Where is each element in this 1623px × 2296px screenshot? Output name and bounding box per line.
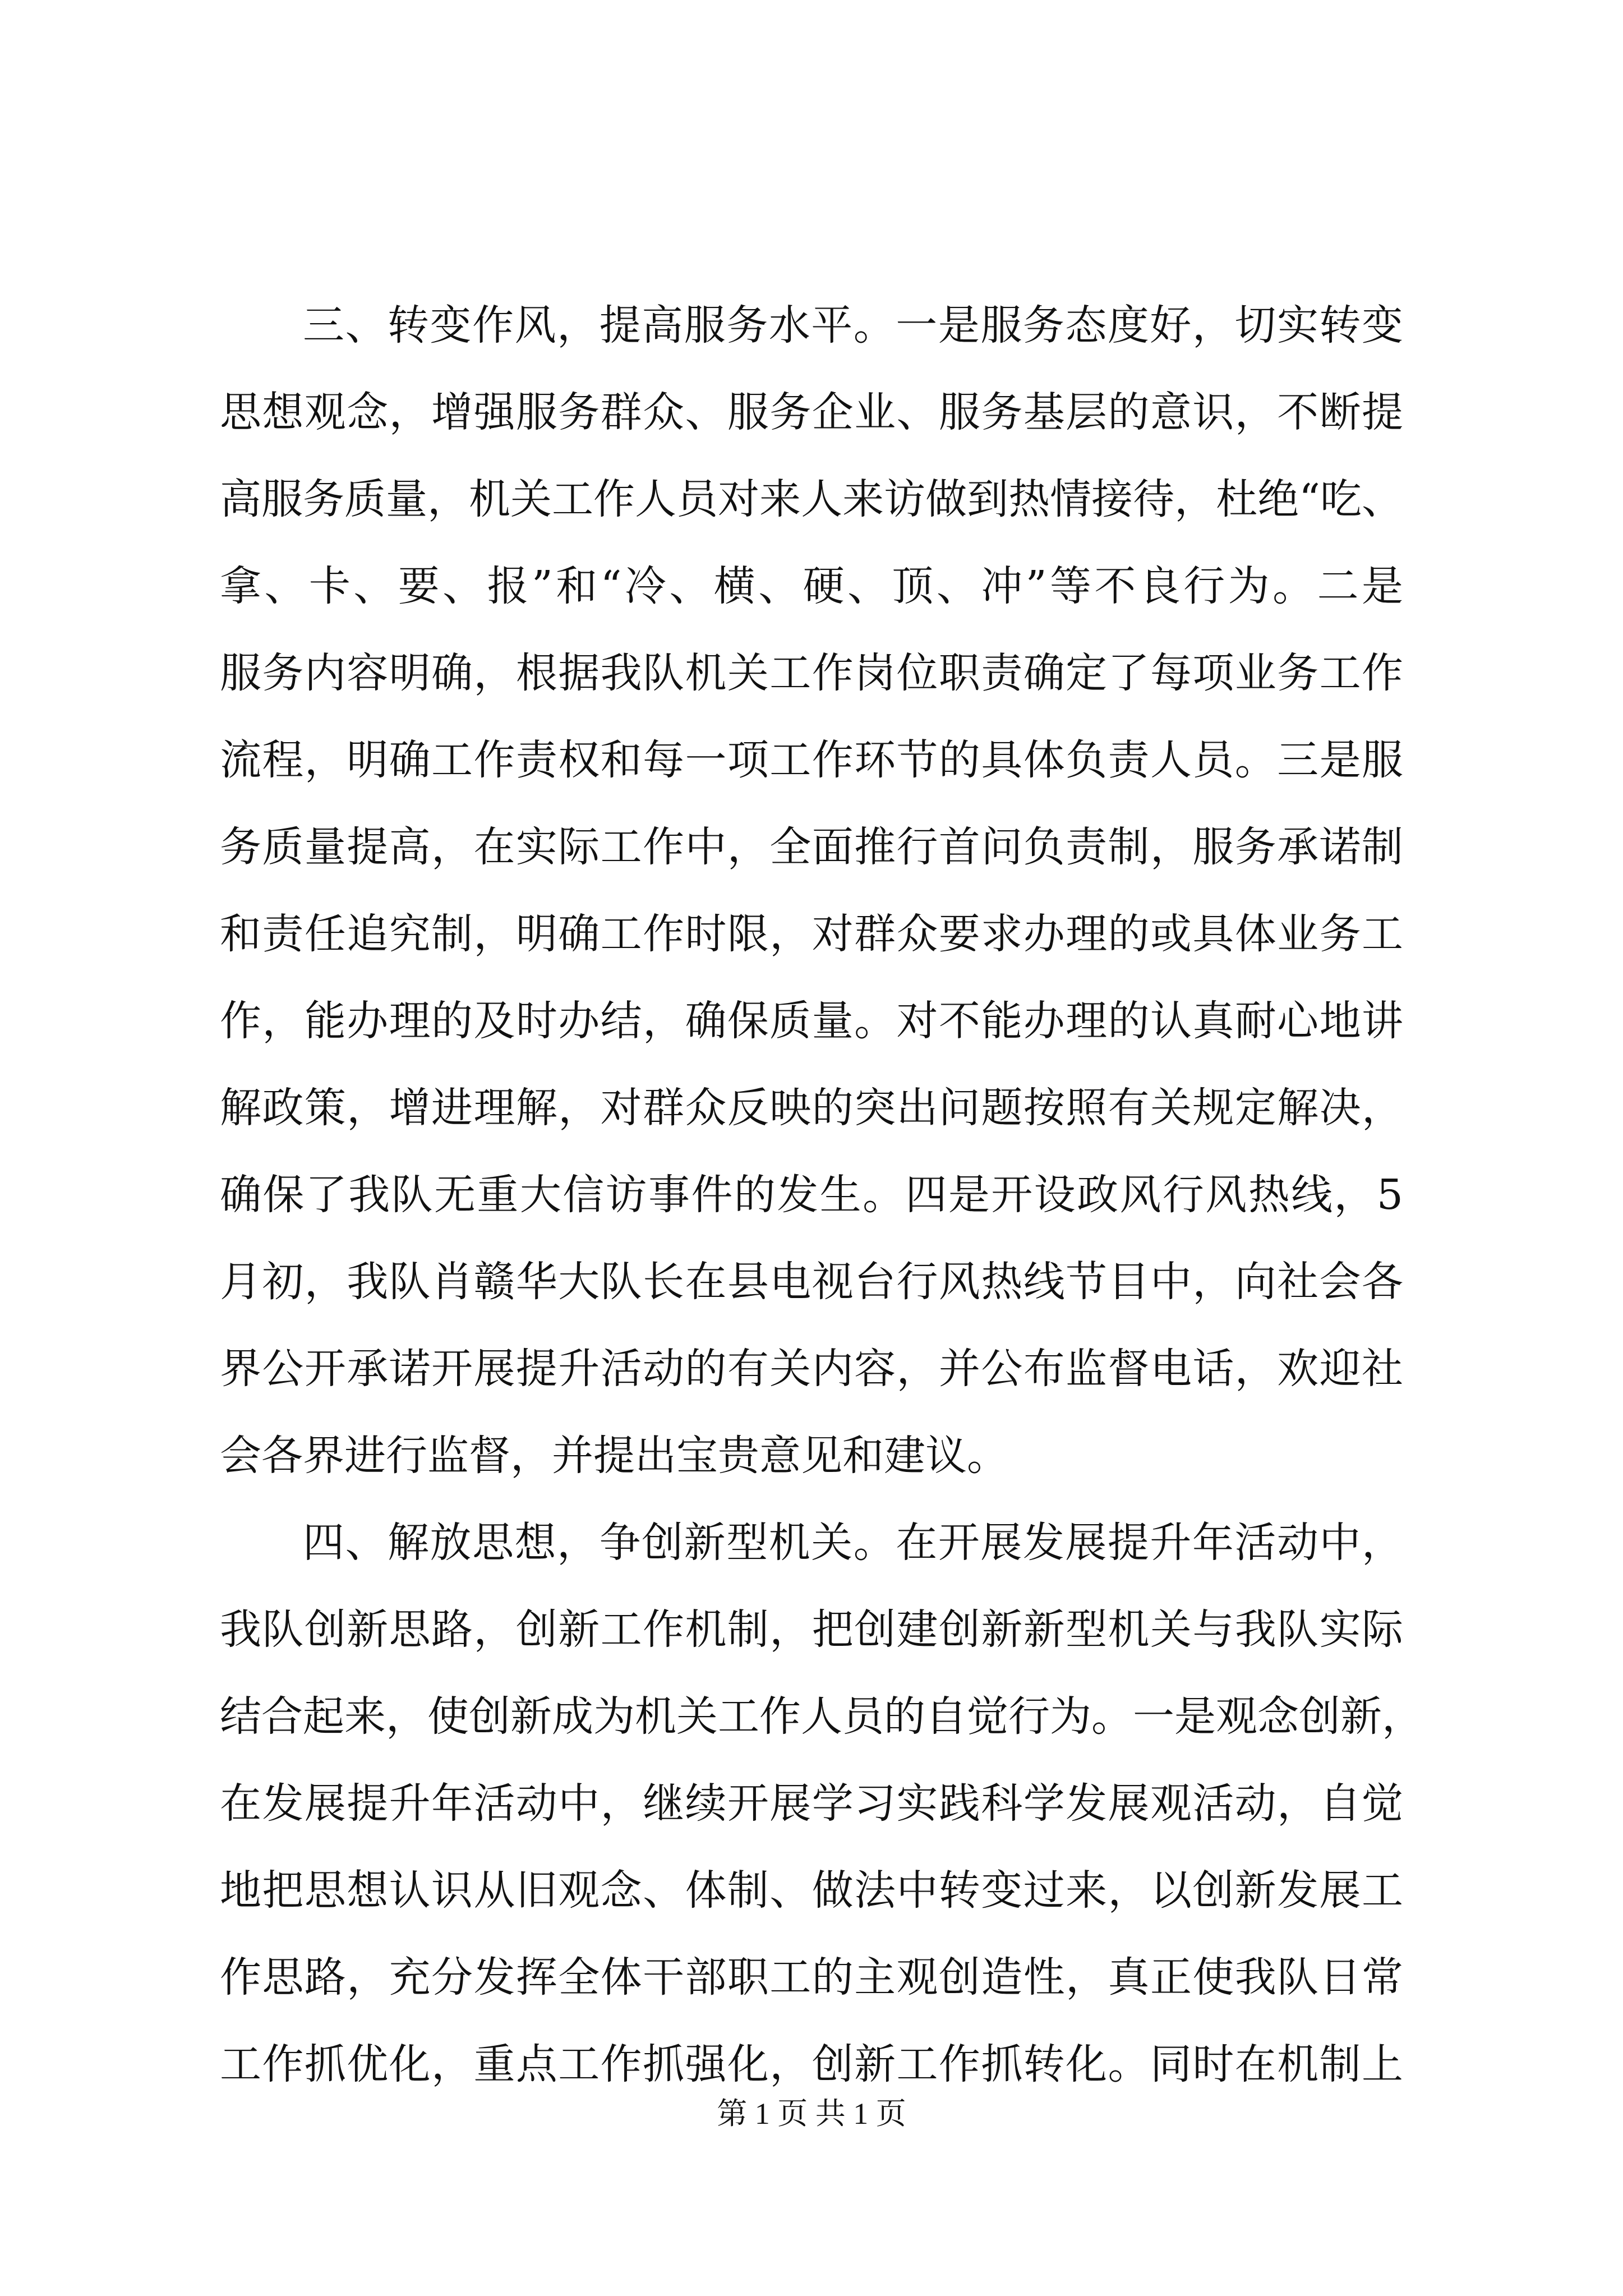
paragraph-3-line-6: 流程，明确工作责权和每一项工作环节的具体负责人员。三是服	[220, 736, 1403, 784]
paragraph-4-line-3: 结合起来，使创新成为机关工作人员的自觉行为。一是观念创新，	[220, 1692, 1423, 1741]
paragraph-4-line-5: 地把思想认识从旧观念、体制、做法中转变过来，以创新发展工	[220, 1866, 1403, 1915]
paragraph-3-line-11: 确保了我队无重大信访事件的发生。四是开设政风行风热线，5	[220, 1171, 1403, 1219]
paragraph-3-line-9: 作，能办理的及时办结，确保质量。对不能办理的认真耐心地讲	[220, 997, 1403, 1045]
paragraph-3-line-13: 界公开承诺开展提升活动的有关内容，并公布监督电话，欢迎社	[220, 1345, 1403, 1393]
paragraph-4-line-6: 作思路，充分发挥全体干部职工的主观创造性，真正使我队日常	[220, 1953, 1403, 2001]
paragraph-3-line-7: 务质量提高，在实际工作中，全面推行首问负责制，服务承诺制	[220, 823, 1403, 871]
paragraph-4-line-4: 在发展提升年活动中，继续开展学习实践科学发展观活动，自觉	[220, 1779, 1403, 1828]
paragraph-3-line-10: 解政策，增进理解，对群众反映的突出问题按照有关规定解决，	[220, 1084, 1403, 1132]
paragraph-4-line-1: 四、解放思想，争创新型机关。在开展发展提升年活动中，	[303, 1519, 1403, 1567]
page-footer: 第 1 页 共 1 页	[717, 2097, 906, 2131]
paragraph-3-line-8: 和责任追究制，明确工作时限，对群众要求办理的或具体业务工	[220, 910, 1403, 958]
paragraph-3-line-14: 会各界进行监督，并提出宝贵意见和建议。	[220, 1432, 1008, 1480]
paragraph-3-line-2: 思想观念，增强服务群众、服务企业、服务基层的意识，不断提	[220, 388, 1403, 436]
paragraph-3-line-5: 服务内容明确，根据我队机关工作岗位职责确定了每项业务工作	[220, 649, 1403, 697]
paragraph-4-line-2: 我队创新思路，创新工作机制，把创建创新新型机关与我队实际	[220, 1605, 1403, 1654]
paragraph-4-line-7: 工作抓优化，重点工作抓强化，创新工作抓转化。同时在机制上	[220, 2040, 1403, 2088]
paragraph-3-line-4: 拿、卡、要、报”和“冷、横、硬、顶、冲”等不良行为。二是	[220, 562, 1403, 610]
paragraph-3-line-1: 三、转变作风，提高服务水平。一是服务态度好，切实转变	[303, 301, 1403, 349]
paragraph-3-line-12: 月初，我队肖赣华大队长在县电视台行风热线节目中，向社会各	[220, 1258, 1403, 1306]
paragraph-3-line-3: 高服务质量，机关工作人员对来人来访做到热情接待，杜绝“吃、	[220, 475, 1403, 523]
